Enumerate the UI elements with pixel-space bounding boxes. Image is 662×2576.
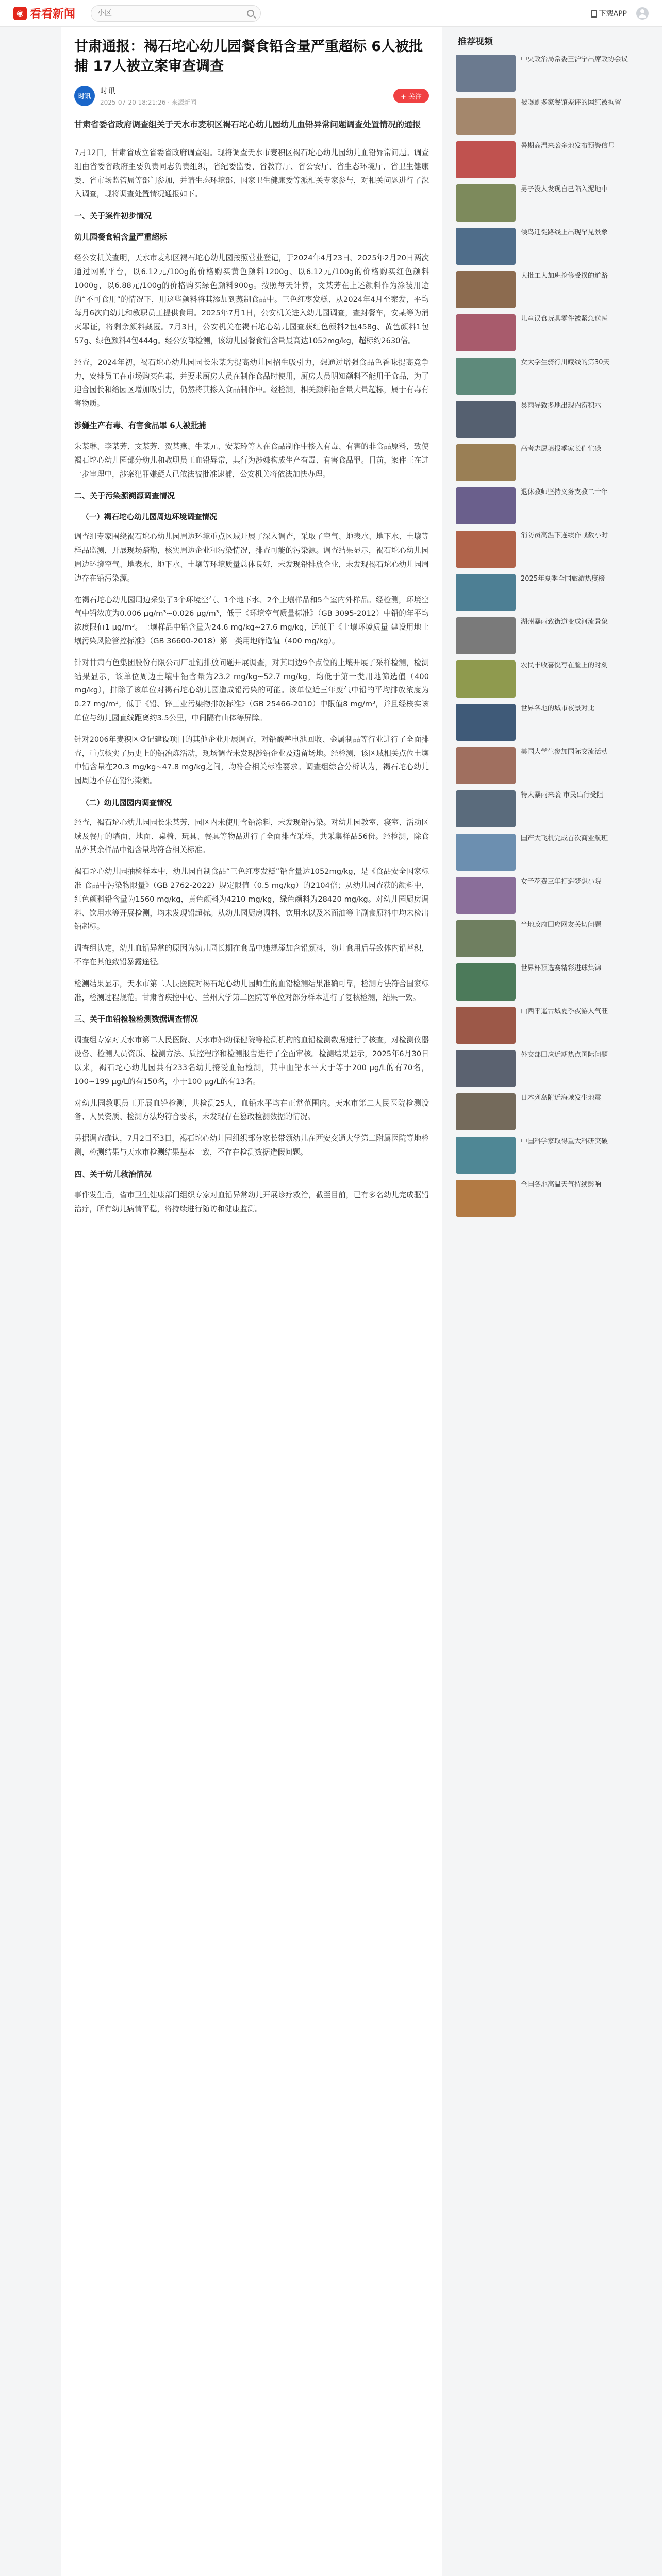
paragraph: 事件发生后，省市卫生健康部门组织专家对血铅异常幼儿开展诊疗救治，截至目前，已有多名幼儿完成驱铅治疗，所有幼儿病情平稳，将持续进行随访和健康监测。 xyxy=(74,1190,429,1213)
site-logo[interactable] xyxy=(13,5,75,21)
recommend-item[interactable] xyxy=(456,790,647,827)
recommend-title[interactable]: 山西平遥古城夏季夜游人气旺 xyxy=(521,1008,608,1015)
video-thumbnail[interactable] xyxy=(456,184,516,222)
recommend-item[interactable] xyxy=(456,228,647,265)
paragraph: 针对2006年麦积区登记建设项目的其他企业开展调查，对铅酸蓄电池回收、金属制品等行业进行了全面排查，重点核实了历史上的铅冶炼活动，现场调查未发现涉铅企业及遗留场地。经检测，该区域相关点位土壤中铅含量在20.3 mg/kg~47.8 mg/kg之间，均符合相关标准要求。调查组综合分析认为，褐石坨心幼儿园周边不存在铅污染源。 xyxy=(74,735,429,786)
recommend-title[interactable]: 日本列岛附近海域发生地震 xyxy=(521,1094,602,1102)
video-thumbnail[interactable] xyxy=(456,1050,516,1087)
search-icon[interactable] xyxy=(247,10,254,17)
article-title: 甘肃通报：褐石坨心幼儿园餐食铅含量严重超标 6人被批捕 17人被立案审查调查 xyxy=(74,39,423,74)
recommend-item[interactable] xyxy=(456,444,647,481)
paragraph: 经查，褐石坨心幼儿园园长朱某芳，园区内未使用含铅涂料，未发现铅污染。对幼儿园教室、寝室、活动区域及餐厅的墙面、地面、桌椅、玩具、餐具等物品进行了全面排查采样，共采集样品56份。经检测，除食品外其余样品中铅含量均符合相关标准。 xyxy=(74,818,429,855)
logo-text: 看看新闻 xyxy=(30,8,76,21)
video-thumbnail[interactable] xyxy=(456,98,516,135)
recommend-item[interactable] xyxy=(456,834,647,871)
section-heading: 三、关于血铅检验检测数据调查情况 xyxy=(74,1014,198,1024)
video-thumbnail[interactable] xyxy=(456,271,516,308)
recommend-title[interactable]: 2025年夏季全国旅游热度榜 xyxy=(521,575,605,583)
recommend-item[interactable] xyxy=(456,358,647,395)
paragraph: 在褐石坨心幼儿园周边采集了3个环境空气、1个地下水、2个土壤样品和5个室内外样品。经检测，环境空气中铅浓度为0.006 μg/m³~0.026 μg/m³，低于《环境空气质量标准》（GB 3095-2012）中铅的年平均浓度限值1 μg/m³。土壤样品中铅含量为24.6 mg/kg~27.6 mg/kg，远低于《土壤环境质量 建设用地土壤污染风险管控标准》（GB 36600-2018）第一类用地筛选值（400 mg/kg）。 xyxy=(74,595,429,646)
video-thumbnail[interactable] xyxy=(456,704,516,741)
user-avatar-icon[interactable] xyxy=(636,7,649,20)
recommend-title[interactable]: 美国大学生参加国际交流活动 xyxy=(521,748,608,756)
recommend-item[interactable] xyxy=(456,574,647,611)
video-thumbnail[interactable] xyxy=(456,1007,516,1044)
logo-eye-icon: ◉ xyxy=(13,7,27,20)
video-thumbnail[interactable] xyxy=(456,55,516,92)
video-thumbnail[interactable] xyxy=(456,1180,516,1217)
recommend-item[interactable] xyxy=(456,1180,647,1217)
recommend-title[interactable]: 湖州暴雨致街道变成河流景象 xyxy=(521,618,608,626)
recommend-title[interactable]: 特大暴雨来袭 市民出行受阻 xyxy=(521,791,604,799)
recommend-title[interactable]: 女子花费三年打造梦想小院 xyxy=(521,878,602,886)
recommend-title[interactable]: 世界各地的城市夜景对比 xyxy=(521,705,595,713)
video-thumbnail[interactable] xyxy=(456,141,516,178)
video-thumbnail[interactable] xyxy=(456,401,516,438)
section-heading: 幼儿园餐食铅含量严重超标 xyxy=(74,232,168,242)
video-thumbnail[interactable] xyxy=(456,747,516,784)
paragraph: 经查，2024年初，褐石坨心幼儿园园长朱某为提高幼儿园招生吸引力，想通过增强食品色香味提高竞争力，安排员工在市场购买色素，并要求厨房人员在制作食品时使用，厨房人员明知颜料不能用于食品，为了迎合园长和给园区增加吸引力，仍然将其掺入食品制作中。经检测，相关颜料铅含量大量超标，属于有毒有害物质。 xyxy=(74,358,429,409)
video-thumbnail[interactable] xyxy=(456,228,516,265)
recommend-title[interactable]: 女大学生骑行川藏线的第30天 xyxy=(521,359,610,366)
recommend-title[interactable]: 全国各地高温天气持续影响 xyxy=(521,1181,602,1189)
video-thumbnail[interactable] xyxy=(456,444,516,481)
video-thumbnail[interactable] xyxy=(456,531,516,568)
recommend-item[interactable] xyxy=(456,1007,647,1044)
section-heading: 一、关于案件初步情况 xyxy=(74,211,152,221)
recommend-item[interactable] xyxy=(456,1050,647,1087)
recommend-title[interactable]: 大批工人加班抢修受损的道路 xyxy=(521,272,608,280)
author-row xyxy=(74,84,429,107)
phone-icon xyxy=(591,10,597,18)
paragraph: 调查组专家对天水市第二人民医院、天水市妇幼保健院等检测机构的血铅检测数据进行了核查，对检测仪器设备、检测人员资质、检测方法、质控程序和检测报告进行了全面审核。检测结果显示，2025年6月30日以来，褐石坨心幼儿园共有233名幼儿接受血铅检测，其中血铅水平大于等于200 μg/L的有70名，100~199 μg/L的有150名，小于100 μg/L的有13名。 xyxy=(74,1036,429,1086)
video-thumbnail[interactable] xyxy=(456,1137,516,1174)
recommend-title[interactable]: 被曝刷多家餐馆差评的网红被拘留 xyxy=(521,99,622,107)
video-thumbnail[interactable] xyxy=(456,314,516,351)
paragraph: 另据调查确认，7月2日至3日，褐石坨心幼儿园组织部分家长带领幼儿在西安交通大学第二附属医院等地检测，检测结果与天水市检测结果基本一致，不存在检测数据造假问题。 xyxy=(74,1134,429,1157)
section-heading: （二）幼儿园园内调查情况 xyxy=(81,798,172,807)
paragraph: 经公安机关查明，天水市麦积区褐石坨心幼儿园按照营业登记，于2024年4月23日、2025年2月20日两次通过网购平台，以6.12元/100g的价格购买黄色颜料1200g、以6.12元/100g的价格购买红色颜料1000g、以6.88元/100g的价格购买绿色颜料900g。按照每天计算，文某芳在上述颜料作为涂装用途的“不可食用”的情况下，用这些颜料将其添加到蒸制食品中。三色红枣发糕、从2024年4月至案发，平均每月6次向幼儿和教职员工提供食用。2025年7月1日，公安机关进入幼儿园调查，查封餐车，安某等为消灭罪证，将剩余颜料藏匿。7月3日，公安机关在褐石坨心幼儿园查获红色颜料2包458g、黄色颜料1包57g、绿色颜料4包444g。经公安部检测，该幼儿园餐食铅含量最高达1052mg/kg，超标约2630倍。 xyxy=(74,253,429,345)
paragraph: 7月12日，甘肃省成立省委省政府调查组。现将调查天水市麦积区褐石坨心幼儿园幼儿血铅异常问题。调查组由省委省政府主要负责同志负责组织，省纪委监委、省教育厅、省公安厅、省生态环境厅、省卫生健康委、省市场监管局等部门参加，并请生态环境部、国家卫生健康委等派相关专家参与，对相关问题进行了深入调查，现将调查处置情况通报如下。 xyxy=(74,148,429,199)
video-thumbnail[interactable] xyxy=(456,358,516,395)
section-heading: 四、关于幼儿救治情况 xyxy=(74,1169,152,1179)
recommend-title[interactable]: 候鸟迁徙路线上出现罕见景象 xyxy=(521,229,608,236)
download-app-link[interactable]: 下载APP xyxy=(591,8,627,19)
search-box[interactable] xyxy=(91,5,261,22)
paragraph: 朱某琳、李某芳、文某芳、贺某燕、牛某元、安某玲等人在食品制作中掺入有毒、有害的非食品原料，致使褐石坨心幼儿园部分幼儿和教职员工血铅异常，其行为涉嫌构成生产有毒、有害食品罪。目前，案件正在进一步审理中，涉案犯罪嫌疑人已依法被批准逮捕，公安机关将依法加快办理。 xyxy=(74,442,429,479)
recommend-item[interactable] xyxy=(456,660,647,698)
article-meta: 2025-07-20 18:21:26 · 来源新闻 xyxy=(100,99,196,106)
recommend-title[interactable]: 消防员高温下连续作战数小时 xyxy=(521,532,608,539)
paragraph: 褐石坨心幼儿园抽检样本中，幼儿园自制食品“三色红枣发糕”铅含量达1052mg/kg，是《食品安全国家标准 食品中污染物限量》（GB 2762-2022）规定限值（0.5 mg/kg）的2104倍；从幼儿园查获的颜料中，红色颜料铅含量为1560 mg/kg，黄色颜料为4210 mg/kg，绿色颜料为28420 mg/kg。对幼儿园厨房调料、饮用水等开展检测，均未发现铅超标。从幼儿园厨房调料、饮用水以及米面油等主副食原料中均未检出铅超标。 xyxy=(74,867,429,931)
recommend-item[interactable] xyxy=(456,141,647,178)
recommend-item[interactable] xyxy=(456,55,647,92)
sidebar xyxy=(456,27,647,2576)
recommend-title[interactable]: 暴雨导致多地出现内涝积水 xyxy=(521,402,602,410)
recommend-title[interactable]: 男子没人发现自己陷入泥地中 xyxy=(521,185,608,193)
section-heading: （一）褐石坨心幼儿园周边环境调查情况 xyxy=(81,513,217,522)
top-nav-bar xyxy=(0,0,662,27)
video-thumbnail[interactable] xyxy=(456,660,516,698)
section-heading: 涉嫌生产有毒、有害食品罪 6人被批捕 xyxy=(74,420,206,430)
paragraph: 调查组认定，幼儿血铅异常的原因为幼儿园长期在食品中违规添加含铅颜料，幼儿食用后导致体内铅蓄积，不存在其他致铅暴露途径。 xyxy=(74,944,429,967)
recommend-title[interactable]: 退休教师坚持义务支教二十年 xyxy=(521,488,608,496)
recommend-item[interactable] xyxy=(456,747,647,784)
recommend-title[interactable]: 中央政治局常委王沪宁出席政协会议 xyxy=(521,56,628,63)
recommend-title[interactable]: 中国科学家取得重大科研突破 xyxy=(521,1138,608,1145)
recommend-item[interactable] xyxy=(456,1137,647,1174)
article-body xyxy=(74,146,429,1216)
video-thumbnail[interactable] xyxy=(456,877,516,914)
recommend-item[interactable] xyxy=(456,98,647,135)
recommend-title[interactable]: 暑期高温来袭多地发布预警信号 xyxy=(521,142,615,150)
recommend-item[interactable] xyxy=(456,487,647,524)
recommend-item[interactable] xyxy=(456,531,647,568)
recommend-item[interactable] xyxy=(456,184,647,222)
recommend-item[interactable] xyxy=(456,314,647,351)
paragraph: 对幼儿园教职员工开展血铅检测，共检测25人，血铅水平均在正常范围内。天水市第二人民医院检测设备、人员资质、检测方法均符合要求，未发现存在篡改检测数据的情况。 xyxy=(74,1098,429,1122)
author-name[interactable]: 时讯 xyxy=(100,86,116,95)
recommend-title[interactable]: 世界杯预选赛精彩进球集锦 xyxy=(521,964,602,972)
video-thumbnail[interactable] xyxy=(456,963,516,1001)
section-heading: 二、关于污染源溯源调查情况 xyxy=(74,491,175,501)
sidebar-title: 推荐视频 xyxy=(458,37,493,47)
recommend-item[interactable] xyxy=(456,920,647,957)
follow-button[interactable]: + 关注 xyxy=(393,89,429,103)
recommend-item[interactable] xyxy=(456,401,647,438)
paragraph: 针对甘肃有色集团股份有限公司厂址铅排放问题开展调查，对其周边9个点位的土壤开展了采样检测，检测结果显示，该单位周边土壤中铅含量为23.2 mg/kg~52.7 mg/kg，均低于第一类用地筛选值（400 mg/kg），排除了该单位对褐石坨心幼儿园造成铅污染的可能。该单位近三年废气中铅的平均排放浓度为0.27 mg/m³，低于《铅、锌工业污染物排放标准》（GB 25466-2010）中限值8 mg/m³，并且经核实该单位与幼儿园直线距离约3.5公里，中间隔有山体等屏障。 xyxy=(74,658,429,722)
video-thumbnail[interactable] xyxy=(456,617,516,654)
recommend-title[interactable]: 农民丰收喜悦写在脸上的时刻 xyxy=(521,662,608,669)
recommend-item[interactable] xyxy=(456,271,647,308)
video-thumbnail[interactable] xyxy=(456,574,516,611)
recommend-item[interactable] xyxy=(456,963,647,1001)
video-thumbnail[interactable] xyxy=(456,920,516,957)
recommend-title[interactable]: 儿童误食玩具零件被紧急送医 xyxy=(521,315,608,323)
article-container xyxy=(61,27,442,2576)
video-thumbnail[interactable] xyxy=(456,834,516,871)
paragraph: 调查组专家围绕褐石坨心幼儿园周边环境重点区域开展了深入调查，采取了空气、地表水、地下水、土壤等样品监测，开展现场踏勘，核实周边企业和污染情况，排查可能的污染源。调查结果显示，褐石坨心幼儿园周边环境空气、地表水、地下水、土壤等环境质量总体良好，未发现铅排放企业，未发现褐石坨心幼儿园周边存在铅污染源。 xyxy=(74,532,429,583)
recommend-list xyxy=(456,55,647,1217)
video-thumbnail[interactable] xyxy=(456,1093,516,1130)
recommend-title[interactable]: 外交部回应近期热点国际问题 xyxy=(521,1051,608,1059)
recommend-item[interactable] xyxy=(456,1093,647,1130)
author-avatar[interactable]: 时讯 xyxy=(74,86,95,106)
video-thumbnail[interactable] xyxy=(456,790,516,827)
recommend-item[interactable] xyxy=(456,704,647,741)
recommend-item[interactable] xyxy=(456,617,647,654)
video-thumbnail[interactable] xyxy=(456,487,516,524)
recommend-title[interactable]: 当地政府回应网友关切问题 xyxy=(521,921,602,929)
recommend-item[interactable] xyxy=(456,877,647,914)
recommend-title[interactable]: 高考志愿填报季家长们忙碌 xyxy=(521,445,602,453)
search-input[interactable] xyxy=(97,9,243,18)
recommend-title[interactable]: 国产大飞机完成首次商业航班 xyxy=(521,835,608,842)
paragraph: 检测结果显示，天水市第二人民医院对褐石坨心幼儿园师生的血铅检测结果准确可靠，检测方法符合国家标准，检测过程规范。甘肃省疾控中心、兰州大学第二医院等单位对部分样本进行了复核检测，结果一致。 xyxy=(74,979,429,1002)
article-summary: 甘肃省委省政府调查组关于天水市麦积区褐石坨心幼儿园幼儿血铅异常问题调查处置情况的通报 xyxy=(74,120,421,129)
